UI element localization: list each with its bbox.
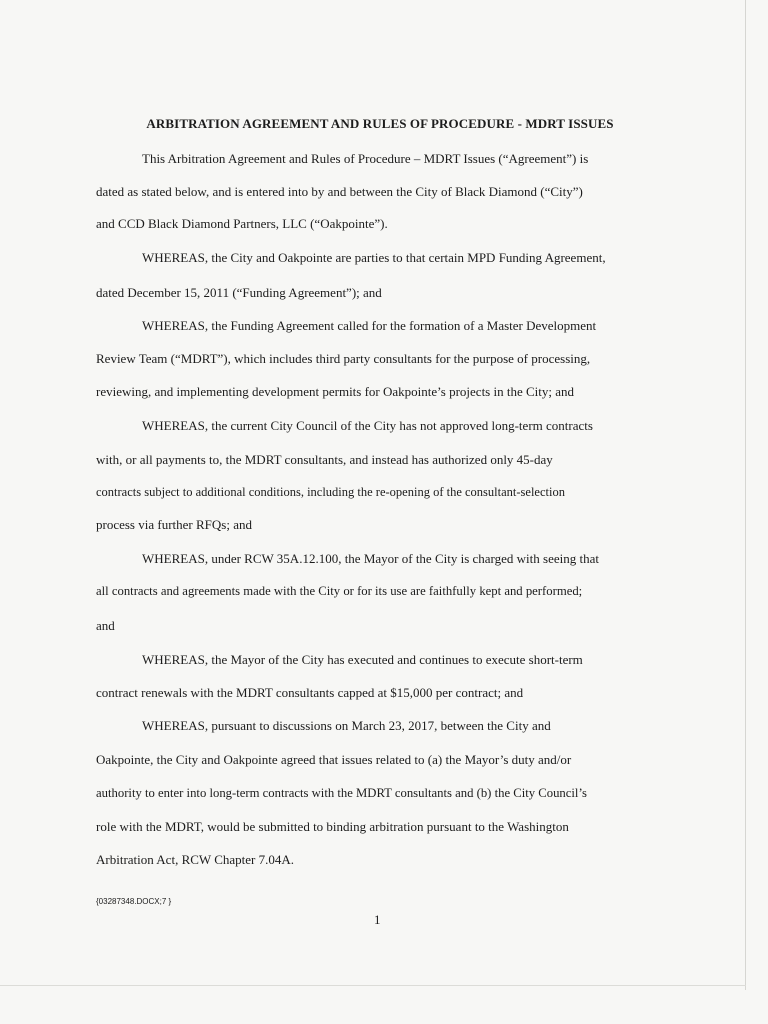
body-line: Review Team (“MDRT”), which includes third party consultants for the purpose of processing,	[96, 351, 591, 366]
body-line: all contracts and agreements made with the City or for its use are faithfully kept and performed;	[96, 584, 583, 598]
body-line: dated as stated below, and is entered into by and between the City of Black Diamond (“City”)	[96, 184, 583, 199]
page-edge-bottom	[0, 985, 746, 986]
body-line: WHEREAS, the City and Oakpointe are parties to that certain MPD Funding Agreement,	[142, 250, 606, 265]
body-line: WHEREAS, the current City Council of the City has not approved long-term contracts	[142, 418, 593, 433]
body-line: Oakpointe, the City and Oakpointe agreed that issues related to (a) the Mayor’s duty and/or	[96, 752, 572, 767]
document-title: ARBITRATION AGREEMENT AND RULES OF PROCEDURE - MDRT ISSUES	[146, 116, 614, 131]
document-reference: {03287348.DOCX;7 }	[96, 897, 172, 906]
body-line: WHEREAS, under RCW 35A.12.100, the Mayor of the City is charged with seeing that	[142, 551, 599, 566]
body-line: and CCD Black Diamond Partners, LLC (“Oakpointe”).	[96, 216, 388, 231]
body-line: contracts subject to additional conditions, including the re-opening of the consultant-selection	[96, 485, 565, 499]
body-line: reviewing, and implementing development permits for Oakpointe’s projects in the City; and	[96, 384, 575, 399]
body-line: WHEREAS, the Mayor of the City has executed and continues to execute short-term	[142, 652, 583, 667]
body-line: Arbitration Act, RCW Chapter 7.04A.	[96, 852, 294, 867]
body-line: authority to enter into long-term contracts with the MDRT consultants and (b) the City Council’s	[96, 786, 587, 800]
body-line: WHEREAS, pursuant to discussions on March 23, 2017, between the City and	[142, 718, 551, 733]
body-line: process via further RFQs; and	[96, 517, 252, 532]
body-line: dated December 15, 2011 (“Funding Agreement”); and	[96, 285, 382, 300]
body-line: contract renewals with the MDRT consultants capped at $15,000 per contract; and	[96, 685, 524, 700]
body-line: This Arbitration Agreement and Rules of Procedure – MDRT Issues (“Agreement”) is	[142, 151, 589, 166]
body-line: WHEREAS, the Funding Agreement called for the formation of a Master Development	[142, 318, 597, 333]
page-number: 1	[374, 912, 381, 927]
body-line: and	[96, 618, 115, 633]
page-edge-right	[745, 0, 746, 990]
body-line: with, or all payments to, the MDRT consultants, and instead has authorized only 45-day	[96, 452, 553, 467]
body-line: role with the MDRT, would be submitted to binding arbitration pursuant to the Washington	[96, 819, 569, 834]
